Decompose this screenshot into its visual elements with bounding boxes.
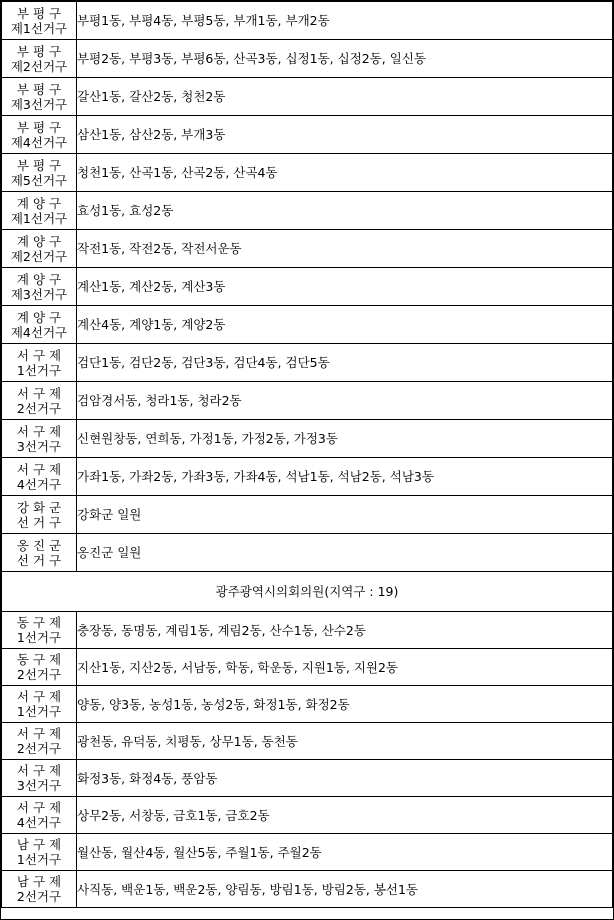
- district-row: [2, 40, 613, 78]
- district-row: [2, 78, 613, 116]
- district-row: [2, 760, 613, 797]
- district-name: 부 평 구 제1선거구: [2, 2, 77, 40]
- district-name: 부 평 구 제3선거구: [2, 78, 77, 116]
- district-areas: 옹진군 일원: [77, 534, 613, 572]
- district-areas: 계산1동, 계산2동, 계산3동: [77, 268, 613, 306]
- district-name: 옹 진 군 선 거 구: [2, 534, 77, 572]
- district-row: [2, 612, 613, 649]
- district-table: [1, 1, 613, 908]
- district-areas: 월산동, 월산4동, 월산5동, 주월1동, 주월2동: [77, 834, 613, 871]
- district-name: 부 평 구 제5선거구: [2, 154, 77, 192]
- district-areas: 지산1동, 지산2동, 서남동, 학동, 학운동, 지원1동, 지원2동: [77, 649, 613, 686]
- district-areas: 계산4동, 계양1동, 계양2동: [77, 306, 613, 344]
- district-areas: 삼산1동, 삼산2동, 부개3동: [77, 116, 613, 154]
- district-name: 동 구 제 1선거구: [2, 612, 77, 649]
- district-name: 부 평 구 제4선거구: [2, 116, 77, 154]
- district-areas: 사직동, 백운1동, 백운2동, 양림동, 방림1동, 방림2동, 봉선1동: [77, 871, 613, 908]
- district-name: 계 양 구 제4선거구: [2, 306, 77, 344]
- district-row: [2, 871, 613, 908]
- district-areas: 화정3동, 화정4동, 풍암동: [77, 760, 613, 797]
- district-row: [2, 2, 613, 40]
- district-areas: 검단1동, 검단2동, 검단3동, 검단4동, 검단5동: [77, 344, 613, 382]
- district-name: 동 구 제 2선거구: [2, 649, 77, 686]
- district-areas: 부평2동, 부평3동, 부평6동, 산곡3동, 십정1동, 십정2동, 일신동: [77, 40, 613, 78]
- district-areas: 광천동, 유덕동, 치평동, 상무1동, 동천동: [77, 723, 613, 760]
- district-row: [2, 382, 613, 420]
- district-areas: 검암경서동, 청라1동, 청라2동: [77, 382, 613, 420]
- district-areas: 양동, 양3동, 농성1동, 농성2동, 화정1동, 화정2동: [77, 686, 613, 723]
- district-areas: 부평1동, 부평4동, 부평5동, 부개1동, 부개2동: [77, 2, 613, 40]
- district-areas: 상무2동, 서창동, 금호1동, 금호2동: [77, 797, 613, 834]
- district-name: 서 구 제 3선거구: [2, 420, 77, 458]
- district-row: [2, 834, 613, 871]
- district-row: [2, 230, 613, 268]
- district-name: 서 구 제 3선거구: [2, 760, 77, 797]
- district-name: 계 양 구 제1선거구: [2, 192, 77, 230]
- district-name: 남 구 제 2선거구: [2, 871, 77, 908]
- district-areas: 가좌1동, 가좌2동, 가좌3동, 가좌4동, 석남1동, 석남2동, 석남3동: [77, 458, 613, 496]
- district-name: 서 구 제 2선거구: [2, 723, 77, 760]
- district-table-body: [2, 2, 613, 908]
- district-row: [2, 458, 613, 496]
- district-row: [2, 534, 613, 572]
- district-row: [2, 268, 613, 306]
- district-name: 계 양 구 제3선거구: [2, 268, 77, 306]
- district-row: [2, 192, 613, 230]
- section-heading-row: [2, 572, 613, 612]
- district-row: [2, 344, 613, 382]
- district-name: 부 평 구 제2선거구: [2, 40, 77, 78]
- district-areas: 작전1동, 작전2동, 작전서운동: [77, 230, 613, 268]
- district-name: 서 구 제 4선거구: [2, 797, 77, 834]
- district-row: [2, 496, 613, 534]
- district-areas: 충장동, 동명동, 계림1동, 계림2동, 산수1동, 산수2동: [77, 612, 613, 649]
- section-heading: 광주광역시의회의원(지역구 : 19): [2, 572, 613, 612]
- district-row: [2, 797, 613, 834]
- district-row: [2, 116, 613, 154]
- district-row: [2, 420, 613, 458]
- district-name: 계 양 구 제2선거구: [2, 230, 77, 268]
- district-row: [2, 686, 613, 723]
- district-name: 서 구 제 1선거구: [2, 686, 77, 723]
- district-row: [2, 154, 613, 192]
- district-row: [2, 649, 613, 686]
- district-name: 서 구 제 2선거구: [2, 382, 77, 420]
- district-row: [2, 723, 613, 760]
- district-areas: 갈산1동, 갈산2동, 청천2동: [77, 78, 613, 116]
- district-name: 남 구 제 1선거구: [2, 834, 77, 871]
- district-name: 서 구 제 4선거구: [2, 458, 77, 496]
- district-name: 강 화 군 선 거 구: [2, 496, 77, 534]
- district-name: 서 구 제 1선거구: [2, 344, 77, 382]
- district-areas: 강화군 일원: [77, 496, 613, 534]
- district-areas: 효성1동, 효성2동: [77, 192, 613, 230]
- district-row: [2, 306, 613, 344]
- district-areas: 청천1동, 산곡1동, 산곡2동, 산곡4동: [77, 154, 613, 192]
- district-areas: 신현원창동, 연희동, 가정1동, 가정2동, 가정3동: [77, 420, 613, 458]
